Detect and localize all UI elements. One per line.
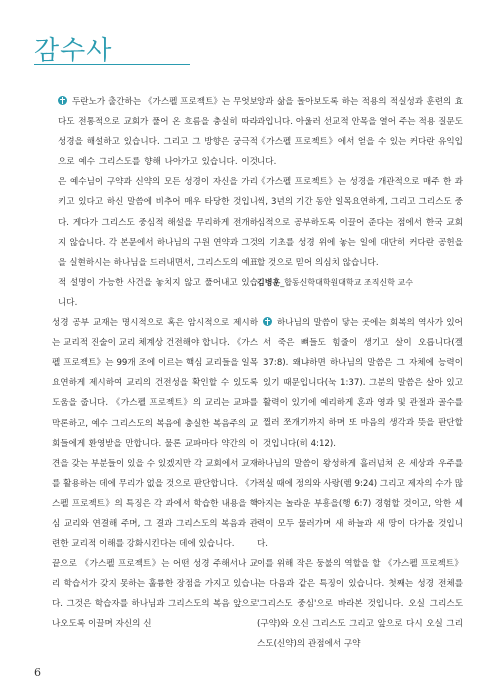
paragraph-text: 두란노가 출간하는 《가스펠 프로젝트》는 무엇보다도 전통적으로 교회가 풀어 온 흐름을 충실히 따라 성경을 해설하고 있습니다. 그리고 그 방향은 궁극적으로 예수 그리스도를 향해 나아가고 있습니다. 이것은 예수님이 구약과 신약의 모든 성경이 자신을 가리키고 있다고 하신 말씀에 비추어 매우 타당한 것입니다. 게다가 그리스도 중심적 해설을 무리하게 전개하지 않습니다. 각 본문에서 하나님의 구원 연약과 그것을 실현하시는 하나님을 드러내면서, 그리스도의 예표적 설명이 가능한 사건을 놓치지 않고 풀어내고 있습니다. [58,97,258,308]
paragraph: 끝으로 《가스펠 프로젝트》는 어떤 성경 주해서나 교리 학습서가 갖지 못하는 훌륭한 장점을 가지고 있습니다. 그것은 학습자를 하나님과 그리스도의 복음 앞으로 나오도록 이끌며 자신의 신 [52,559,258,630]
paragraph: 이를 위해 작은 둥불의 역할을 할 《가스펠 프로젝트》는 다음과 같은 특징이 있습니다. 첫째는 성경 전체를 '그리스도 중심'으로 바라본 것입니다. 오실 그리스도(구약)와 오신 그리스도 그리고 앞으로 다시 오실 그리스도(신약)의 관점에서 구약 [257,559,463,650]
paragraph: 하나님의 말씀이 왕성하게 흘러넘쳐 온 세상과 우주를 적실 때에 정의와 사랑(렘 9:24) 그리고 제자의 수가 많아지는 놀라운 부흥을(행 6:7) 경험할 것이고, 악한 세력이 모두 물러가며 새 하늘과 새 땅이 다가올 것입니다. [257,458,463,549]
cross-circle-icon [58,96,67,105]
title-underline [34,64,190,65]
section-gap [257,293,463,313]
left-column [52,92,258,635]
paragraph: 앙과 삶을 돌아보도록 하는 적용의 적실성과 훈련의 효과입니다. 아울러 선교적 안목을 열어 주는 적용 질문도 《가스펠 프로젝트》에서 얻을 수 있는 커다란 유익입니다. [257,97,463,168]
paragraph: 성경 공부 교재는 명시적으로 혹은 암시적으로 제시하는 교리적 진술이 교리 체계상 건전해야 합니다. 《가스펠 프로젝트》는 99개 조에 이르는 핵심 교리들을 일목요연하게 제시하여 교리의 건전성을 확인할 수 있도록 도움을 줍니다. 《가스펠 프로젝트》의 교리는 교파를 막론하고, 예수 그리스도의 복음에 충실한 복음주의 교회들에게 환영받을 만합니다. 물론 교파마다 약간의 이견을 갖는 부분들이 있을 수 있겠지만 각 교회에서 교재를 활용하는 데에 무리가 없을 것으로 판단합니다. 《가스펠 프로젝트》의 특징은 각 과에서 학습한 내용을 핵심 교리와 연결해 주며, 그 결과 그리스도의 복음과 관련한 교리적 이해를 강화시킨다는 데에 있습니다. [52,318,258,550]
paragraph [257,313,463,454]
paragraph: 《가스펠 프로젝트》는 성경을 개관적으로 매주 한 과씩, 3년의 기간 동안 일목요연하게, 그리고 그리스도 중심적으로 공부하도록 이끌어 준다는 점에서 한국 교회의 기초를 성경 위에 놓는 일에 대단히 커다란 공헌을 할 것으로 믿어 의심치 않습니다. [257,177,463,268]
byline-role: _합동신학대학원대학교 조직신학 교수 [280,277,413,287]
paragraph [52,92,258,313]
byline-name: 김병훈 [257,277,281,287]
page-number: 6 [34,666,41,679]
page-title: 감수사 [34,36,113,66]
right-column [257,92,463,655]
cross-circle-icon [263,317,272,326]
paragraph-text: 하나님의 말씀이 닿는 곳에는 회복의 역사가 있어서 죽은 뼈들도 힘줄이 생기고 살이 오릅니다(겔 37:8). 왜냐하면 하나님의 말씀은 그 자체에 능력이 있기 때문입니다(눅 1:37). 그분의 말씀은 살아 있고 활력이 있기에 예리하게 혼과 영과 및 관절과 골수를 찔러 쪼개기까지 하며 또 마음의 생각과 뜻을 판단할 것입니다(히 4:12). [263,317,463,449]
byline [257,273,463,293]
